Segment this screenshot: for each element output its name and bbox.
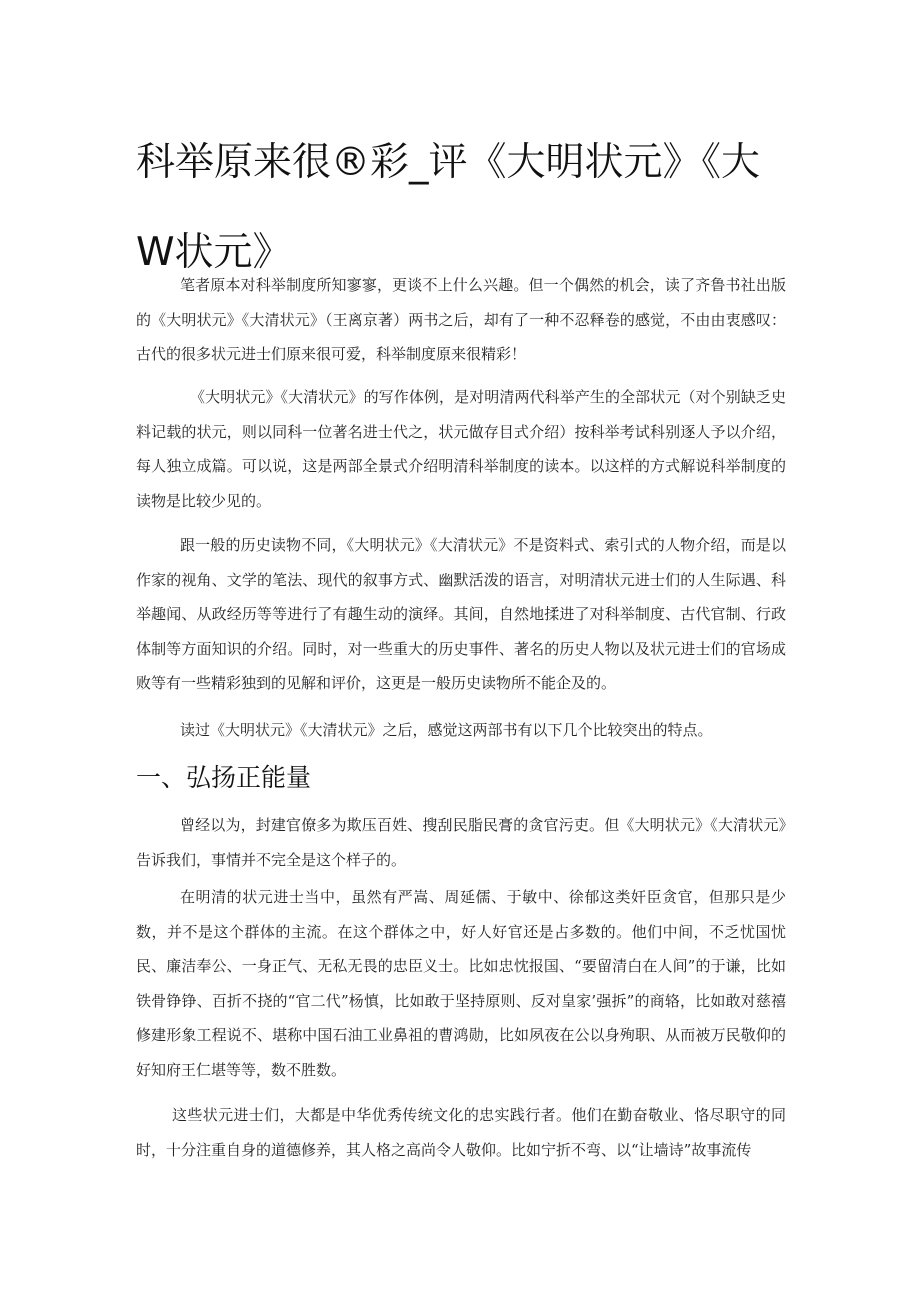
intro-paragraph-3: 跟一般的历史读物不同，《大明状元》《大清状元》不是资料式、索引式的人物介绍，而是以作家的视角、文学的笔法、现代的叙事方式、幽默活泼的语言，对明清状元进士们的人生际遇、科举趣闻、从政经历等等进行了有趣生动的演绎。其间，自然地揉进了对科举制度、古代官制、行政体制等方面知识的介绍。同时，对一些重大的历史事件、著名的历史人物以及状元进士们的官场成败等有一些精彩独到的见解和评价，这更是一般历史读物所不能企及的。	[136, 536, 786, 692]
section-heading: 一、弘扬正能量	[136, 763, 312, 792]
intro-paragraph-2: 《大明状元》《大清状元》的写作体例，是对明清两代科举产生的全部状元（对个别缺乏史料记载的状元，则以同科一位著名进士代之，状元做存目式介绍）按科举考试科别逐人予以介绍，每人独立成篇。可以说，这是两部全景式介绍明清科举制度的读本。以这样的方式解说科举制度的读物是比较少见的。	[136, 388, 786, 510]
section-paragraph-1: 曾经以为，封建官僚多为欺压百姓、搜刮民脂民膏的贪官污吏。但《大明状元》《大清状元》告诉我们，事情并不完全是这个样子的。	[136, 816, 786, 869]
document-title: 科举原来很®彩_评《大明状元》《大W状元》	[136, 140, 761, 275]
intro-paragraph-4: 读过《大明状元》《大清状元》之后，感觉这两部书有以下几个比较突出的特点。	[180, 721, 713, 739]
section-paragraph-3: 这些状元进士们，大都是中华优秀传统文化的忠实践行者。他们在勤奋敬业、恪尽职守的同时，十分注重自身的道德修养，其人格之高尚令人敬仰。比如宁折不弯、以“让墙诗”故事流传	[136, 1106, 786, 1159]
intro-paragraph-1: 笔者原本对科举制度所知寥寥，更谈不上什么兴趣。但一个偶然的机会，读了齐鲁书社出版的《大明状元》《大清状元》（王离京著）两书之后，却有了一种不忍释卷的感觉，不由由衷感叹：古代的很多状元进士们原来很可爱，科举制度原来很精彩！	[136, 276, 786, 363]
section-paragraph-2: 在明清的状元进士当中，虽然有严嵩、周延儒、于敏中、徐郁这类奸臣贪官，但那只是少数，并不是这个群体的主流。在这个群体之中，好人好官还是占多数的。他们中间，不乏忧国忧民、廉洁奉公、一身正气、无私无畏的忠臣义士。比如忠忱报国、“要留清白在人间”的于谦，比如铁骨铮铮、百折不挠的“官二代”杨慎，比如敢于坚持原则、反对皇家’强拆”的商辂，比如敢对慈禧修建形象工程说不、堪称中国石油工业鼻祖的曹鸿勋，比如夙夜在公以身殉职、从而被万民敬仰的好知府王仁堪等等，数不胜数。	[136, 888, 786, 1079]
